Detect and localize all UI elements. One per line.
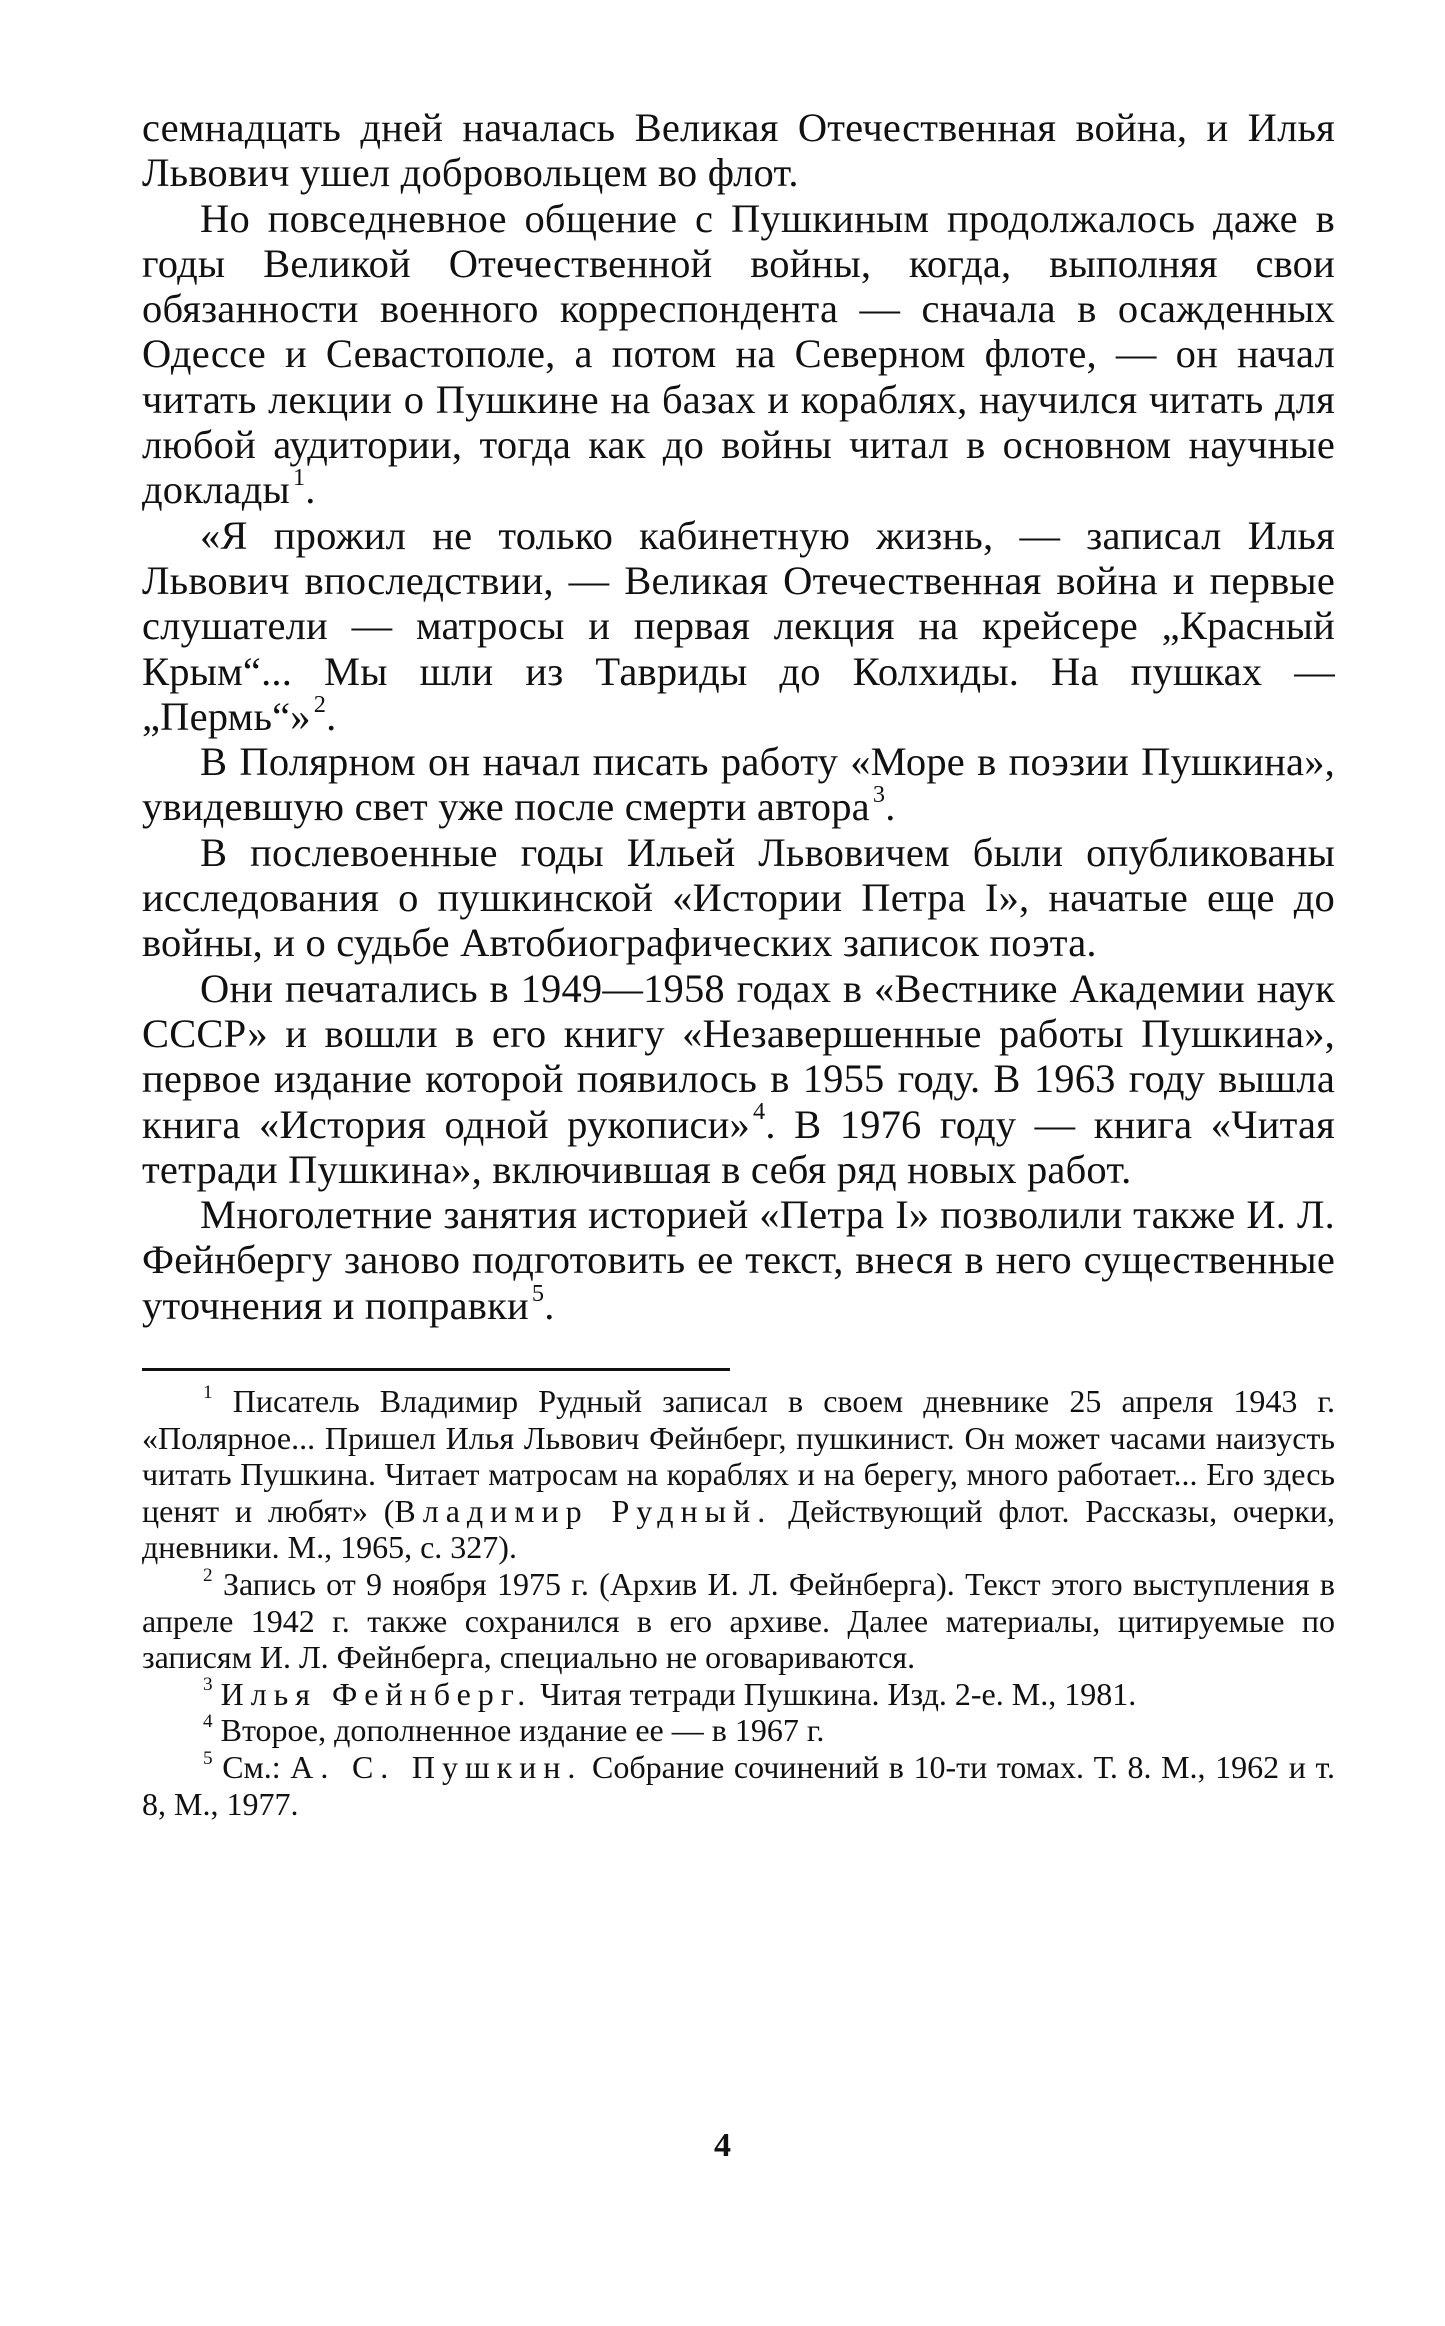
footnote — [142, 1566, 1335, 1676]
footnote-ref: 4 — [753, 1098, 766, 1126]
footnote-ref: 3 — [872, 781, 886, 809]
footnote-text: Собрание сочинений в 10-ти томах. Т. 8. М., 1962 и т. 8, М., 1977. — [142, 1748, 1336, 1822]
paragraph-text: . — [326, 693, 337, 739]
paragraph-text: Но повседневное общение с Пушкиным продолжалось даже в годы Великой Отечественной войны, когда, выполняя свои обязанности военного корреспондента — сначала в осажденных Одессе и Севастополе, а потом на Северном флоте, — он начал читать лекции о Пушкине на базах и кораблях, научился читать для любой аудитории, тогда как до войны читал в основном научные доклады — [142, 195, 1335, 513]
footnote-mark: 3 — [203, 1674, 213, 1696]
footnote-mark: 5 — [203, 1747, 213, 1769]
main-text — [142, 105, 1335, 1328]
footnote — [142, 1676, 1335, 1713]
footnote-text: Писатель Владимир Рудный записал в своем дневнике 25 апреля 1943 г. «Полярное... Пришел Илья Львович Фейнберг, пушкинист. Он может часами наизусть читать Пушкина. Читает матросам на кораблях и на берегу, много работает... Его здесь ценят и любят» ( — [142, 1383, 1336, 1529]
paragraph — [142, 739, 1335, 830]
footnote-author: А. С. Пушкин. — [290, 1748, 583, 1785]
paragraph-text: Многолетние занятия историей «Петра I» позволили также И. Л. Фейнбергу заново подготовить ее текст, внеся в него существенные уточнения и поправки — [142, 1192, 1335, 1328]
footnotes — [142, 1383, 1335, 1822]
paragraph — [142, 1192, 1335, 1328]
footnote-author: Илья Фейнберг. — [220, 1675, 533, 1712]
paragraph-text: В послевоенные годы Ильей Львовичем были опубликованы исследования о пушкинской «Истории Петра I», начатые еще до войны, и о судьбе Автобиографических записок поэта. — [142, 829, 1335, 966]
paragraph-text: В Полярном он начал писать работу «Море в поэзии Пушкина», увидевшую свет уже после смерти автора — [142, 739, 1335, 830]
footnote-text: Действующий флот. Рассказы, очерки, дневники. М., 1965, с. 327). — [142, 1492, 1336, 1566]
footnote-author: Владимир Рудный. — [394, 1492, 773, 1529]
paragraph-text: . В 1976 году — книга «Читая тетради Пушкина», включившая в себя ряд новых работ. — [142, 1101, 1335, 1192]
paragraph — [142, 105, 1335, 196]
footnote-text: Второе, дополненное издание ее — в 1967 г. — [220, 1712, 825, 1749]
footnote-text: См.: — [222, 1748, 291, 1785]
footnote-divider — [142, 1368, 730, 1371]
footnote — [142, 1383, 1335, 1566]
footnote — [142, 1712, 1335, 1749]
paragraph — [142, 196, 1335, 513]
paragraph-text: . — [544, 1282, 555, 1328]
footnote-mark: 2 — [203, 1564, 213, 1586]
paragraph-text: . — [885, 784, 896, 830]
footnote-text: Читая тетради Пушкина. Изд. 2-е. М., 1981. — [532, 1675, 1137, 1712]
paragraph-text: Они печатались в 1949—1958 годах в «Вестнике Академии наук СССР» и вошли в его книгу «Незавершенные работы Пушкина», первое издание которой появилось в 1955 году. В 1963 году вышла книга «История одной рукописи» — [142, 965, 1335, 1147]
footnote — [142, 1749, 1335, 1822]
footnote-mark: 1 — [203, 1381, 213, 1403]
paragraph-text: семнадцать дней началась Великая Отечественная война, и Илья Львович ушел добровольцем во флот. — [142, 105, 1335, 196]
paragraph — [142, 830, 1335, 966]
footnote-ref: 2 — [313, 690, 327, 718]
page-content — [142, 105, 1335, 1822]
footnote-mark: 4 — [203, 1710, 213, 1732]
footnote-ref: 5 — [531, 1279, 545, 1307]
paragraph-text: «Я прожил не только кабинетную жизнь, — записал Илья Львович впоследствии, — Великая Отечественная война и первые слушатели — матросы и первая лекция на крейсере „Красный Крым“... Мы шли из Тавриды до Колхиды. На пушках — „Пермь“» — [142, 512, 1335, 739]
paragraph — [142, 966, 1335, 1192]
page-number: 4 — [714, 2127, 731, 2164]
footnote-ref: 1 — [292, 464, 306, 492]
paragraph — [142, 513, 1335, 739]
footnote-text: Запись от 9 ноября 1975 г. (Архив И. Л. Фейнберга). Текст этого выступления в апреле 1942 г. также сохранился в его архиве. Далее материалы, цитируемые по записям И. Л. Фейнберга, специально не оговариваются. — [142, 1565, 1336, 1676]
paragraph-text: . — [305, 467, 316, 513]
